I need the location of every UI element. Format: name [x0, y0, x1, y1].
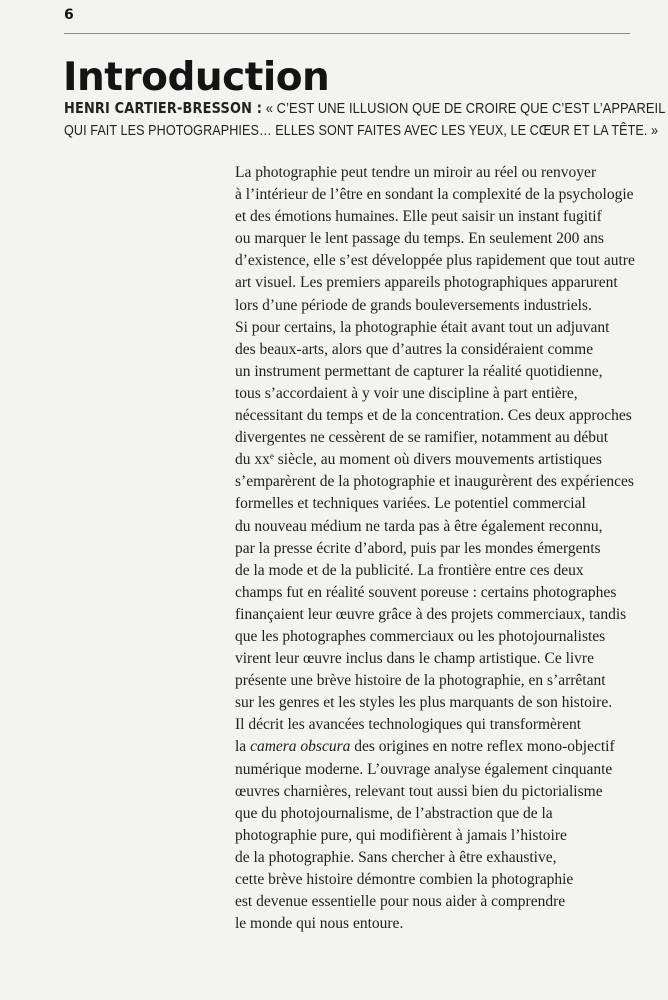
italic-term: camera obscura	[250, 738, 351, 756]
quote-text-1: « C’EST UNE ILLUSION QUE DE CROIRE QUE C’EST L’APPAREIL	[262, 100, 666, 117]
body-line: virent leur œuvre inclus dans le champ artistique. Ce livre	[235, 650, 594, 668]
body-line: numérique moderne. L’ouvrage analyse également cinquante	[235, 760, 613, 778]
body-text-fragment: du xx	[235, 451, 270, 469]
body-line	[235, 736, 635, 758]
body-line: champs fut en réalité souvent poreuse : certains photographes	[235, 583, 617, 601]
quote-line-1	[64, 97, 666, 120]
body-line: nécessitant du temps et de la concentration. Ces deux approches	[235, 407, 632, 425]
body-text-fragment: la	[235, 738, 251, 756]
body-line: La photographie peut tendre un miroir au réel ou renvoyer	[235, 164, 597, 181]
body-line: des beaux-arts, alors que d’autres la considéraient comme	[235, 340, 594, 358]
body-text-fragment: siècle, au moment où divers mouvements artistiques	[273, 451, 602, 469]
body-line: art visuel. Les premiers appareils photographiques apparurent	[235, 274, 618, 292]
body-line: d’existence, elle s’est développée plus rapidement que tout autre	[235, 252, 635, 270]
body-line: par la presse écrite d’abord, puis par les mondes émergents	[235, 539, 601, 557]
body-line: est devenue essentielle pour nous aider à comprendre	[235, 893, 566, 911]
body-line: Il décrit les avancées technologiques qui transformèrent	[235, 716, 582, 734]
body-text-fragment: des origines en notre reflex mono-objectif	[350, 738, 615, 756]
superscript: e	[269, 451, 274, 462]
body-line: œuvres charnières, relevant tout aussi bien du pictorialisme	[235, 782, 603, 800]
body-line: que du photojournalisme, de l’abstraction que de la	[235, 804, 553, 822]
body-line: photographie pure, qui modifièrent à jamais l’histoire	[235, 826, 567, 844]
body-line: un instrument permettant de capturer la réalité quotidienne,	[235, 362, 603, 380]
body-line: à l’intérieur de l’être en sondant la complexité de la psychologie	[235, 186, 634, 204]
body-line: formelles et techniques variées. Le potentiel commercial	[235, 495, 586, 513]
page-number: 6	[64, 7, 74, 23]
body-line: de la mode et de la publicité. La frontière entre ces deux	[235, 561, 584, 579]
body-line: ou marquer le lent passage du temps. En seulement 200 ans	[235, 230, 604, 248]
body-line: finançaient leur œuvre grâce à des projets commerciaux, tandis	[235, 605, 627, 623]
body-line: et des émotions humaines. Elle peut saisir un instant fugitif	[235, 208, 602, 226]
body-line: tous s’accordaient à y voir une discipline à part entière,	[235, 384, 578, 402]
body-line: s’emparèrent de la photographie et inaugurèrent des expériences	[235, 473, 634, 491]
body-line: divergentes ne cessèrent de se ramifier, notamment au début	[235, 429, 609, 447]
body-line: présente une brève histoire de la photographie, en s’arrêtant	[235, 672, 606, 690]
page-title: Introduction	[63, 55, 330, 100]
body-line	[235, 449, 635, 471]
quote-line-2: QUI FAIT LES PHOTOGRAPHIES… ELLES SONT FAITES AVEC LES YEUX, LE CŒUR ET LA TÊTE. »	[64, 122, 659, 139]
body-line: sur les genres et les styles les plus marquants de son histoire.	[235, 694, 613, 712]
body-paragraph	[235, 162, 635, 935]
body-line: que les photographes commerciaux ou les photojournalistes	[235, 627, 606, 645]
body-line: Si pour certains, la photographie était avant tout un adjuvant	[235, 318, 610, 336]
body-line: lors d’une période de grands bouleversements industriels.	[235, 296, 592, 314]
body-line: le monde qui nous entoure.	[235, 915, 404, 933]
quote-author: HENRI CARTIER-BRESSON :	[64, 99, 263, 117]
body-line: cette brève histoire démontre combien la photographie	[235, 871, 574, 888]
body-line: de la photographie. Sans chercher à être exhaustive,	[235, 848, 557, 866]
body-line: du nouveau médium ne tarda pas à être également reconnu,	[235, 517, 603, 535]
header-rule	[64, 33, 630, 34]
epigraph-quote	[64, 97, 666, 142]
